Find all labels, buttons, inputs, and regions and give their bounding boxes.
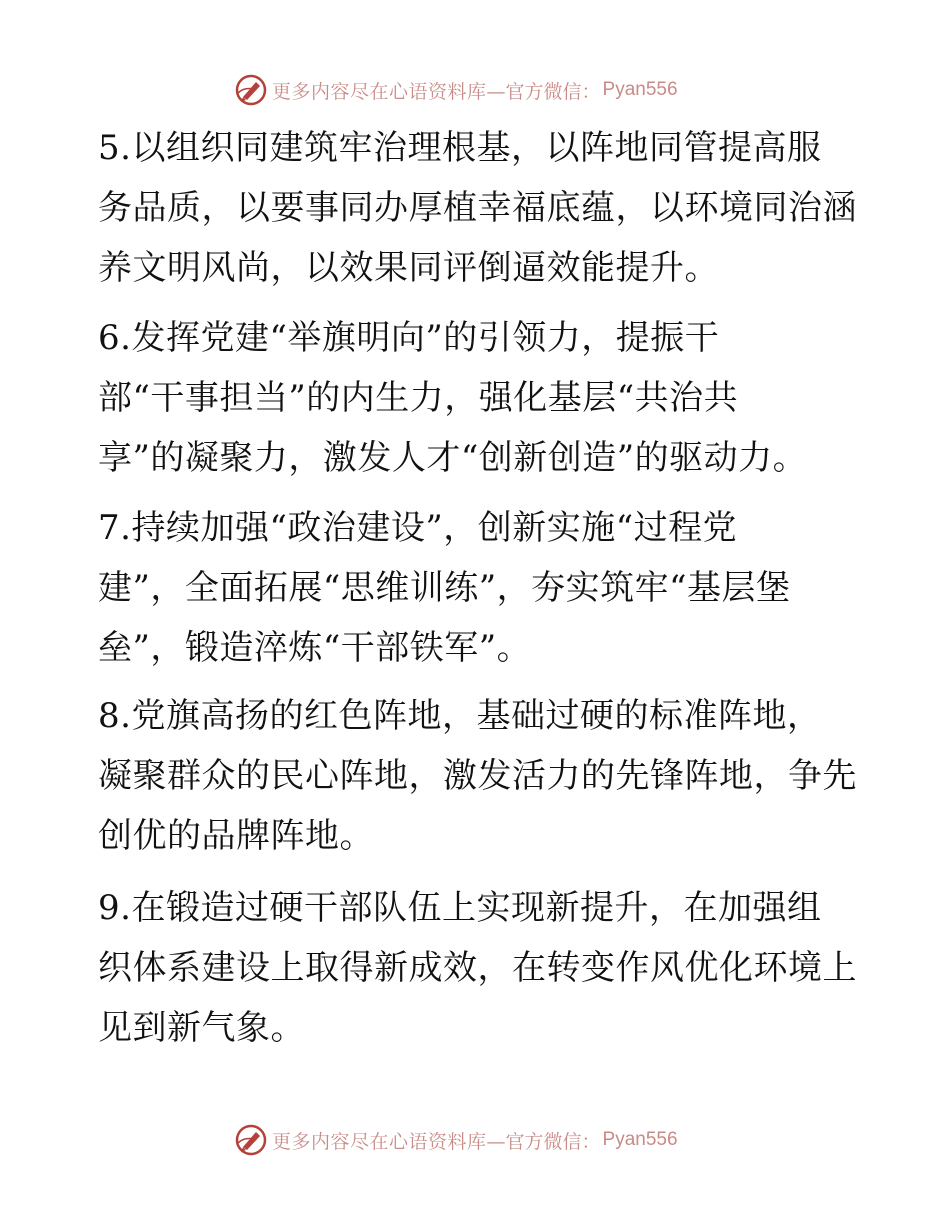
paragraph-line: 创优的品牌阵地。 — [98, 816, 374, 856]
paragraph-line: 7.持续加强“政治建设”，创新实施“过程党 — [98, 508, 738, 548]
pen-logo-icon — [234, 73, 268, 107]
paragraph-line: 享”的凝聚力，激发人才“创新创造”的驱动力。 — [98, 438, 808, 478]
paragraph-line: 凝聚群众的民心阵地，激发活力的先锋阵地，争先 — [98, 756, 857, 796]
paragraph-9 — [98, 878, 858, 1058]
banner-text: 更多内容尽在心语资料库 — [272, 80, 487, 103]
banner-wechat-id: Pyan556 — [602, 79, 678, 100]
paragraph-5 — [98, 118, 858, 298]
header-watermark-banner — [234, 72, 678, 108]
paragraph-line: 垒”，锻造淬炼“干部铁军”。 — [98, 628, 532, 668]
paragraph-line: 8.党旗高扬的红色阵地，基础过硬的标准阵地， — [98, 696, 822, 736]
paragraph-line: 6.发挥党建“举旗明向”的引领力，提振干 — [98, 318, 720, 358]
banner-wechat-id: Pyan556 — [602, 1129, 678, 1150]
footer-watermark-banner — [234, 1122, 678, 1158]
paragraph-line: 部“干事担当”的内生力，强化基层“共治共 — [98, 378, 739, 418]
paragraph-line: 9.在锻造过硬干部队伍上实现新提升，在加强组 — [98, 888, 822, 928]
paragraph-line: 养文明风尚，以效果同评倒逼效能提升。 — [98, 248, 719, 288]
pen-logo-icon — [234, 1123, 268, 1157]
paragraph-line: 5.以组织同建筑牢治理根基，以阵地同管提高服 — [98, 128, 822, 168]
paragraph-line: 建”，全面拓展“思维训练”，夯实筑牢“基层堡 — [98, 568, 791, 608]
paragraph-line: 见到新气象。 — [98, 1008, 305, 1048]
banner-text: 更多内容尽在心语资料库 — [272, 1130, 487, 1153]
banner-wechat-label: —官方微信： — [486, 1130, 601, 1153]
paragraph-8 — [98, 686, 858, 866]
banner-wechat-label: —官方微信： — [486, 80, 601, 103]
paragraph-7 — [98, 498, 858, 678]
paragraph-6 — [98, 308, 858, 488]
paragraph-line: 织体系建设上取得新成效，在转变作风优化环境上 — [98, 948, 857, 988]
paragraph-line: 务品质，以要事同办厚植幸福底蕴，以环境同治涵 — [98, 188, 857, 228]
